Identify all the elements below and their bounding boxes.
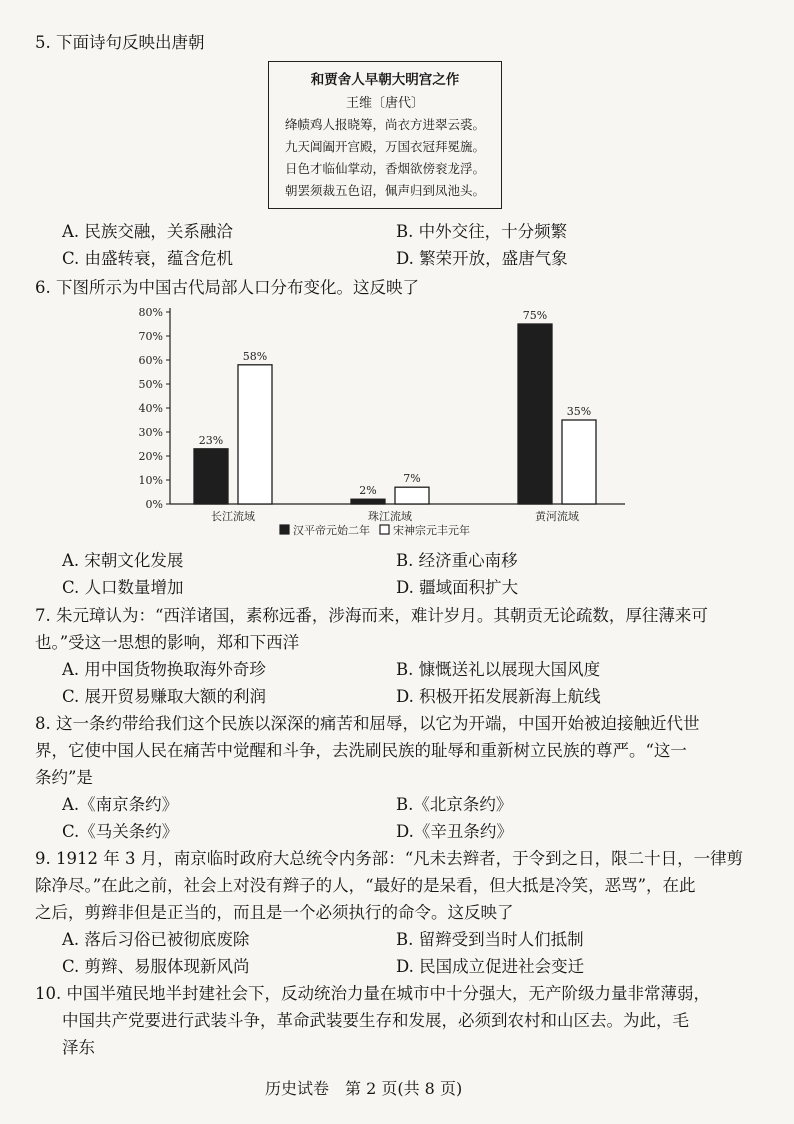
- poem-box: [268, 61, 502, 209]
- legend-swatch: [380, 525, 389, 534]
- category-label: 黄河流域: [535, 510, 579, 523]
- q9-option-b[interactable]: B. 留辫受到当时人们抵制: [396, 930, 584, 949]
- q9-stem-line: 除净尽。”在此之前，社会上对没有辫子的人，“最好的是呆看，但大抵是冷笑，恶骂”，在此: [35, 876, 696, 895]
- q8-stem-line: 界，它使中国人民在痛苦中觉醒和斗争，去洗刷民族的耻辱和重新树立民族的尊严。“这一: [35, 741, 687, 760]
- bar: [351, 499, 385, 504]
- legend-label: 宋神宗元丰元年: [393, 524, 470, 537]
- q6-option-d[interactable]: D. 疆域面积扩大: [396, 578, 519, 597]
- q7-option-d[interactable]: D. 积极开拓发展新海上航线: [396, 687, 601, 706]
- q6-option-c[interactable]: C. 人口数量增加: [62, 578, 184, 597]
- y-tick-label: 40%: [138, 402, 163, 415]
- category-label: 长江流域: [211, 510, 255, 523]
- page-footer: 历史试卷 第 2 页(共 8 页): [265, 1079, 463, 1098]
- poem-author: 王维〔唐代〕: [345, 96, 424, 111]
- category-labels: [211, 509, 579, 523]
- q5-option-b[interactable]: B. 中外交往，十分频繁: [396, 222, 568, 241]
- y-tick-label: 70%: [138, 330, 163, 343]
- q7-option-a[interactable]: A. 用中国货物换取海外奇珍: [62, 660, 266, 679]
- bar-value-label: 23%: [198, 433, 224, 447]
- bar-value-label: 75%: [522, 309, 548, 322]
- bar: [562, 420, 596, 504]
- q6-option-a[interactable]: A. 宋朝文化发展: [62, 551, 184, 570]
- bar-value-label: 2%: [359, 484, 377, 498]
- q5-option-d[interactable]: D. 繁荣开放，盛唐气象: [396, 249, 568, 268]
- q7-option-c[interactable]: C. 展开贸易赚取大额的利润: [62, 687, 267, 706]
- q8-stem-line: 8. 这一条约带给我们这个民族以深深的痛苦和屈辱，以它为开端，中国开始被迫接触近代世: [35, 714, 700, 733]
- q8-option-c[interactable]: C.《马关条约》: [62, 822, 179, 841]
- bar-value-label: 58%: [242, 349, 268, 363]
- bar-value-label: 7%: [403, 472, 421, 486]
- q8-option-b[interactable]: B.《北京条约》: [396, 795, 513, 814]
- y-tick-label: 10%: [138, 474, 163, 487]
- bar: [518, 324, 552, 504]
- legend-swatch: [280, 525, 289, 534]
- population-bar-chart: [130, 300, 630, 545]
- q5-stem: 5. 下面诗句反映出唐朝: [35, 33, 205, 52]
- q7-stem-line: 7. 朱元璋认为：“西洋诸国，素称远番，涉海而来，难计岁月。其朝贡无论疏数，厚往薄来可: [35, 606, 708, 625]
- poem-line: 朝罢须裁五色诏，佩声归到凤池头。: [284, 183, 485, 198]
- y-tick-label: 50%: [138, 378, 163, 391]
- y-tick-label: 20%: [138, 450, 163, 463]
- chart-legend: [280, 523, 470, 537]
- q6-option-b[interactable]: B. 经济重心南移: [396, 551, 518, 570]
- bars: [194, 309, 596, 504]
- q5-option-c[interactable]: C. 由盛转衰，蕴含危机: [62, 249, 234, 268]
- q8-option-a[interactable]: A.《南京条约》: [62, 795, 179, 814]
- q10-stem-line: 泽东: [62, 1038, 95, 1057]
- q10-stem-line: 中国共产党要进行武装斗争，革命武装要生存和发展，必须到农村和山区去。为此，毛: [62, 1011, 689, 1030]
- q9-stem-line: 之后，剪辫非但是正当的，而且是一个必须执行的命令。这反映了: [35, 903, 514, 922]
- q9-option-c[interactable]: C. 剪辫、易服体现新风尚: [62, 957, 250, 976]
- y-tick-label: 0%: [145, 498, 163, 511]
- y-tick-label: 80%: [138, 306, 163, 319]
- q8-option-d[interactable]: D.《辛丑条约》: [396, 822, 513, 841]
- legend-label: 汉平帝元始二年: [293, 524, 370, 537]
- bar-value-label: 35%: [566, 405, 592, 418]
- q9-option-d[interactable]: D. 民国成立促进社会变迁: [396, 957, 585, 976]
- q9-stem-line: 9. 1912 年 3 月，南京临时政府大总统令内务部：“凡未去辫者，于令到之日，限二十日，一律剪: [35, 849, 744, 868]
- bar: [238, 365, 272, 504]
- q7-option-b[interactable]: B. 慷慨送礼以展现大国风度: [396, 660, 601, 679]
- y-tick-label: 60%: [138, 354, 163, 367]
- q9-option-a[interactable]: A. 落后习俗已被彻底废除: [62, 930, 250, 949]
- y-tick-label: 30%: [138, 426, 163, 439]
- q5-option-a[interactable]: A. 民族交融，关系融洽: [62, 222, 233, 241]
- poem-line: 绛帻鸡人报晓筹，尚衣方进翠云裘。: [284, 117, 485, 132]
- poem-title: 和贾舍人早朝大明宫之作: [310, 72, 460, 88]
- q10-stem-line: 10. 中国半殖民地半封建社会下，反动统治力量在城市中十分强大，无产阶级力量非常薄弱，: [35, 984, 710, 1003]
- q8-stem-line: 条约”是: [35, 768, 93, 787]
- q7-stem-line: 也。”受这一思想的影响，郑和下西洋: [35, 633, 300, 652]
- category-label: 珠江流域: [368, 510, 412, 523]
- bar: [194, 449, 228, 504]
- poem-line: 日色才临仙掌动，香烟欲傍衮龙浮。: [284, 161, 485, 176]
- poem-line: 九天阊阖开宫殿，万国衣冠拜冕旒。: [284, 139, 485, 154]
- bar: [395, 487, 429, 504]
- q6-stem: 6. 下图所示为中国古代局部人口分布变化。这反映了: [35, 278, 419, 297]
